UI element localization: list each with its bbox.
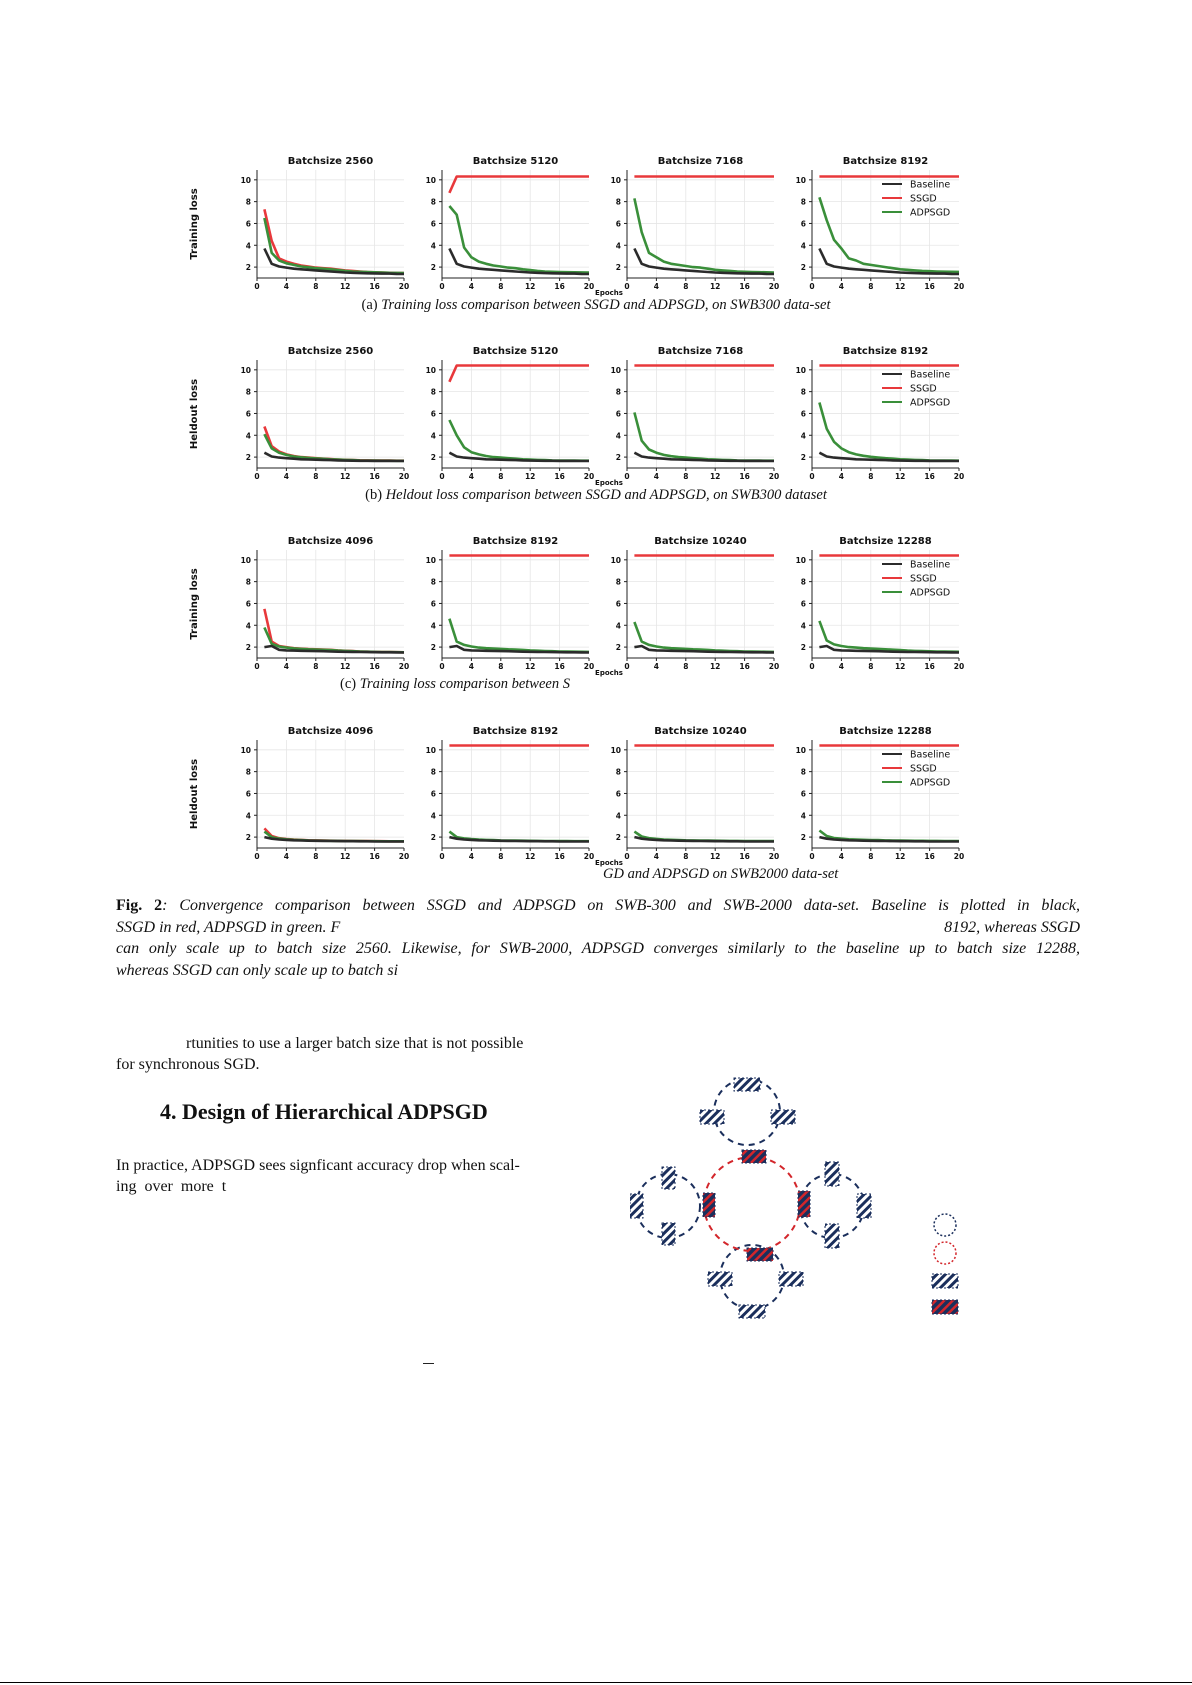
series-line-baseline [634, 249, 774, 275]
legend-label-adpsgd: ADPSGD [910, 777, 951, 789]
y-tick-label: 10 [610, 555, 621, 565]
learner-box [739, 1305, 765, 1318]
chart-title: Batchsize 8192 [472, 726, 559, 737]
x-tick-label: 16 [554, 472, 565, 481]
y-tick-label: 8 [615, 577, 621, 587]
legend-learner-icon [932, 1274, 958, 1288]
x-tick-label: 8 [498, 282, 504, 291]
y-tick-label: 8 [430, 197, 436, 207]
chart-panel [796, 156, 965, 291]
x-tick-label: 16 [924, 282, 935, 291]
legend-label-ssgd: SSGD [910, 193, 937, 205]
y-tick-label: 2 [615, 263, 621, 273]
x-tick-label: 16 [739, 282, 750, 291]
chart-panel [426, 346, 623, 487]
x-tick-label: 20 [398, 282, 410, 291]
y-tick-label: 8 [430, 577, 436, 587]
x-tick-label: 8 [313, 282, 319, 291]
bottom-rule [0, 1682, 1192, 1683]
x-tick-label: 8 [683, 852, 689, 861]
chart-title: Batchsize 7168 [657, 156, 744, 167]
x-tick-label: 12 [339, 662, 351, 671]
y-tick-label: 10 [240, 365, 251, 375]
y-tick-label: 8 [615, 767, 621, 777]
x-tick-label: 16 [369, 662, 380, 671]
y-tick-label: 6 [430, 599, 436, 609]
x-tick-label: 0 [624, 472, 630, 481]
x-tick-label: 12 [339, 282, 351, 291]
series-line-adpsgd [264, 628, 404, 653]
x-tick-label: 8 [868, 282, 874, 291]
chart-panel [241, 536, 410, 671]
x-tick-label: 16 [739, 852, 750, 861]
chart-title: Batchsize 2560 [287, 156, 374, 167]
x-tick-label: 0 [624, 852, 630, 861]
chart-panel [426, 726, 623, 867]
x-tick-label: 20 [583, 472, 595, 481]
series-line-adpsgd [449, 420, 589, 461]
series-line-ssgd [264, 609, 404, 652]
x-tick-label: 0 [254, 662, 260, 671]
para2-line1: In practice, ADPSGD sees signficant accuracy drop when scal- [116, 1157, 520, 1174]
y-tick-label: 2 [800, 453, 806, 463]
x-tick-label: 12 [709, 852, 721, 861]
chart-panel [611, 346, 780, 481]
y-tick-label: 10 [795, 175, 806, 185]
y-tick-label: 10 [610, 175, 621, 185]
x-tick-label: 4 [653, 852, 660, 861]
y-axis-label: Heldout loss [189, 378, 200, 450]
legend-label-baseline: Baseline [910, 559, 951, 571]
x-tick-label: 4 [468, 282, 475, 291]
y-tick-label: 10 [425, 175, 436, 185]
y-tick-label: 4 [800, 241, 806, 251]
x-tick-label: 4 [283, 472, 290, 481]
x-tick-label: 8 [313, 472, 319, 481]
x-tick-label: 4 [838, 472, 845, 481]
x-tick-label: 12 [339, 472, 351, 481]
x-axis-label: Epochs [595, 859, 623, 867]
chart-panel [796, 536, 965, 671]
y-tick-label: 8 [800, 577, 806, 587]
x-tick-label: 12 [524, 282, 536, 291]
section-title: 4. Design of Hierarchical ADPSGD [160, 1099, 488, 1124]
chart-title: Batchsize 2560 [287, 346, 374, 357]
learner-box [825, 1224, 839, 1248]
chart-panel [796, 346, 965, 481]
y-tick-label: 4 [245, 621, 251, 631]
legend-label-ssgd: SSGD [910, 763, 937, 775]
x-tick-label: 4 [653, 662, 660, 671]
x-tick-label: 4 [838, 662, 845, 671]
x-tick-label: 8 [683, 662, 689, 671]
x-tick-label: 20 [768, 662, 780, 671]
x-tick-label: 0 [809, 282, 815, 291]
chart-title: Batchsize 8192 [842, 346, 929, 357]
x-tick-label: 8 [313, 662, 319, 671]
x-tick-label: 20 [768, 282, 780, 291]
y-tick-label: 6 [430, 219, 436, 229]
x-tick-label: 20 [953, 852, 965, 861]
y-tick-label: 6 [615, 599, 621, 609]
figure-caption-line-3: can only scale up to batch size 2560. Likewise, for SWB-2000, ADPSGD converges similarly to the baseline up to batch size 12288, [116, 940, 1080, 957]
x-tick-label: 4 [468, 852, 475, 861]
chart-title: Batchsize 4096 [287, 726, 374, 737]
subcaption-b: (b) Heldout loss comparison between SSGD and ADPSGD, on SWB300 dataset [365, 487, 827, 503]
x-tick-label: 16 [554, 662, 565, 671]
chart-title: Batchsize 10240 [654, 726, 747, 737]
chart-panel [611, 156, 780, 291]
x-tick-label: 8 [683, 282, 689, 291]
x-tick-label: 0 [624, 662, 630, 671]
series-line-ssgd [449, 177, 589, 193]
y-tick-label: 4 [430, 241, 436, 251]
series-line-adpsgd [634, 198, 774, 272]
y-tick-label: 8 [615, 387, 621, 397]
legend-label-adpsgd: ADPSGD [910, 207, 951, 219]
x-tick-label: 12 [709, 472, 721, 481]
y-tick-label: 10 [240, 745, 251, 755]
x-tick-label: 16 [924, 662, 935, 671]
chart-panel [241, 346, 410, 481]
x-tick-label: 20 [953, 662, 965, 671]
y-tick-label: 4 [245, 431, 251, 441]
y-tick-label: 2 [430, 643, 436, 653]
x-tick-label: 8 [498, 662, 504, 671]
x-tick-label: 20 [583, 662, 595, 671]
x-axis-label: Epochs [595, 479, 623, 487]
y-tick-label: 2 [430, 453, 436, 463]
chart-panel [611, 536, 780, 671]
y-tick-label: 6 [615, 409, 621, 419]
y-tick-label: 8 [430, 387, 436, 397]
learner-box [708, 1272, 732, 1286]
y-tick-label: 2 [430, 833, 436, 843]
series-line-adpsgd [634, 412, 774, 460]
group-leader-box [747, 1248, 773, 1261]
learner-box [857, 1194, 871, 1218]
y-tick-label: 10 [610, 365, 621, 375]
y-tick-label: 10 [795, 745, 806, 755]
series-line-ssgd [449, 366, 589, 382]
y-tick-label: 4 [615, 621, 621, 631]
x-tick-label: 0 [254, 852, 260, 861]
x-tick-label: 0 [439, 282, 445, 291]
x-tick-label: 8 [868, 662, 874, 671]
subcaption-c: (c) Training loss comparison between S [340, 676, 570, 692]
x-tick-label: 0 [254, 282, 260, 291]
legend-label-ssgd: SSGD [910, 383, 937, 395]
x-tick-label: 0 [254, 472, 260, 481]
y-tick-label: 4 [800, 621, 806, 631]
y-tick-label: 4 [615, 241, 621, 251]
x-tick-label: 8 [868, 852, 874, 861]
y-tick-label: 6 [245, 599, 251, 609]
x-tick-label: 12 [709, 282, 721, 291]
x-tick-label: 4 [468, 662, 475, 671]
x-tick-label: 4 [468, 472, 475, 481]
x-tick-label: 16 [554, 852, 565, 861]
chart-title: Batchsize 5120 [472, 156, 559, 167]
y-tick-label: 4 [430, 431, 436, 441]
learner-box [771, 1110, 795, 1124]
legend-label-adpsgd: ADPSGD [910, 587, 951, 599]
y-tick-label: 2 [430, 263, 436, 273]
chart-title: Batchsize 4096 [287, 536, 374, 547]
y-axis-label: Training loss [189, 568, 200, 640]
y-tick-label: 8 [800, 387, 806, 397]
y-tick-label: 4 [800, 811, 806, 821]
legend-label-adpsgd: ADPSGD [910, 397, 951, 409]
dash-mark [423, 1363, 434, 1364]
legend-inner-ring-icon [934, 1242, 956, 1264]
chart-panel [426, 536, 623, 677]
x-tick-label: 4 [653, 282, 660, 291]
y-tick-label: 2 [615, 643, 621, 653]
x-tick-label: 12 [894, 282, 906, 291]
y-tick-label: 6 [430, 789, 436, 799]
x-tick-label: 12 [524, 852, 536, 861]
para2-line2: ing over more t [116, 1178, 227, 1195]
figure-caption-line-1: Fig. 2: Convergence comparison between SSGD and ADPSGD on SWB-300 and SWB-2000 data-set. Baseline is plotted in black, [116, 897, 1080, 914]
x-tick-label: 16 [924, 472, 935, 481]
x-tick-label: 4 [283, 852, 290, 861]
x-tick-label: 12 [339, 852, 351, 861]
y-tick-label: 8 [245, 387, 251, 397]
x-tick-label: 20 [953, 282, 965, 291]
y-tick-label: 10 [240, 555, 251, 565]
y-tick-label: 10 [240, 175, 251, 185]
x-tick-label: 16 [739, 472, 750, 481]
x-tick-label: 0 [809, 662, 815, 671]
x-tick-label: 20 [583, 852, 595, 861]
x-tick-label: 12 [709, 662, 721, 671]
x-tick-label: 20 [953, 472, 965, 481]
legend-outer-ring-icon [934, 1214, 956, 1236]
y-tick-label: 6 [245, 789, 251, 799]
x-tick-label: 20 [583, 282, 595, 291]
y-tick-label: 10 [425, 555, 436, 565]
learner-box [779, 1272, 803, 1286]
x-tick-label: 8 [498, 472, 504, 481]
chart-panel [426, 156, 623, 297]
y-tick-label: 10 [425, 365, 436, 375]
learner-box [662, 1167, 675, 1189]
legend-label-ssgd: SSGD [910, 573, 937, 585]
y-tick-label: 8 [245, 197, 251, 207]
y-tick-label: 6 [800, 409, 806, 419]
y-tick-label: 2 [245, 833, 251, 843]
legend-label-baseline: Baseline [910, 369, 951, 381]
x-tick-label: 20 [768, 472, 780, 481]
x-tick-label: 16 [739, 662, 750, 671]
subcaption-d: GD and ADPSGD on SWB2000 data-set [603, 866, 839, 882]
legend-leader-icon [932, 1300, 958, 1314]
hierarchical-adpsgd-diagram [630, 1070, 970, 1335]
x-tick-label: 16 [369, 282, 380, 291]
y-tick-label: 6 [800, 219, 806, 229]
chart-panel [611, 726, 780, 861]
x-tick-label: 8 [868, 472, 874, 481]
para1-line1: rtunities to use a larger batch size that is not possible [186, 1035, 524, 1052]
y-tick-label: 4 [245, 241, 251, 251]
x-tick-label: 0 [439, 852, 445, 861]
x-tick-label: 0 [809, 472, 815, 481]
group-leader-box [742, 1150, 766, 1163]
y-tick-label: 10 [795, 365, 806, 375]
series-line-baseline [449, 249, 589, 275]
x-tick-label: 8 [683, 472, 689, 481]
x-tick-label: 8 [313, 852, 319, 861]
figure-caption [116, 895, 1080, 981]
x-tick-label: 16 [369, 852, 380, 861]
x-tick-label: 12 [894, 662, 906, 671]
x-tick-label: 20 [768, 852, 780, 861]
y-tick-label: 8 [615, 197, 621, 207]
y-tick-label: 4 [430, 811, 436, 821]
y-tick-label: 4 [430, 621, 436, 631]
series-line-adpsgd [449, 206, 589, 273]
x-tick-label: 4 [838, 282, 845, 291]
y-tick-label: 6 [430, 409, 436, 419]
learner-box [630, 1194, 643, 1218]
series-line-adpsgd [819, 403, 959, 461]
y-tick-label: 6 [615, 789, 621, 799]
x-tick-label: 16 [924, 852, 935, 861]
x-tick-label: 16 [369, 472, 380, 481]
y-tick-label: 4 [800, 431, 806, 441]
x-tick-label: 20 [398, 662, 410, 671]
y-axis-label: Heldout loss [189, 758, 200, 830]
y-tick-label: 2 [245, 643, 251, 653]
x-tick-label: 20 [398, 472, 410, 481]
legend-label-baseline: Baseline [910, 179, 951, 191]
y-tick-label: 6 [800, 599, 806, 609]
learner-box [662, 1223, 675, 1245]
x-tick-label: 0 [809, 852, 815, 861]
y-tick-label: 4 [245, 811, 251, 821]
y-tick-label: 2 [800, 263, 806, 273]
y-tick-label: 4 [615, 431, 621, 441]
chart-title: Batchsize 5120 [472, 346, 559, 357]
x-tick-label: 12 [524, 472, 536, 481]
y-tick-label: 2 [615, 453, 621, 463]
figure-caption-line-4: whereas SSGD can only scale up to batch si [116, 961, 399, 979]
x-tick-label: 4 [653, 472, 660, 481]
y-tick-label: 4 [615, 811, 621, 821]
chart-panel [796, 726, 965, 861]
x-tick-label: 12 [524, 662, 536, 671]
x-tick-label: 4 [283, 662, 290, 671]
y-tick-label: 8 [430, 767, 436, 777]
figure-caption-line-2: SSGD in red, ADPSGD in green. F 8192, whereas SSGD [116, 918, 1080, 936]
x-tick-label: 16 [554, 282, 565, 291]
x-tick-label: 0 [439, 472, 445, 481]
legend-label-baseline: Baseline [910, 749, 951, 761]
subcaption-a: (a) Training loss comparison between SSGD and ADPSGD, on SWB300 data-set [361, 297, 831, 313]
y-tick-label: 6 [615, 219, 621, 229]
y-tick-label: 8 [245, 577, 251, 587]
para1-line2: for synchronous SGD. [116, 1056, 260, 1073]
chart-title: Batchsize 12288 [839, 536, 932, 547]
y-tick-label: 2 [245, 453, 251, 463]
y-tick-label: 10 [610, 745, 621, 755]
y-tick-label: 2 [615, 833, 621, 843]
ring-center [704, 1157, 800, 1251]
x-tick-label: 8 [498, 852, 504, 861]
y-axis-label: Training loss [189, 188, 200, 260]
y-tick-label: 8 [245, 767, 251, 777]
x-tick-label: 20 [398, 852, 410, 861]
learner-box [734, 1078, 760, 1091]
group-leader-box [703, 1193, 715, 1217]
chart-title: Batchsize 8192 [842, 156, 929, 167]
group-leader-box [798, 1191, 810, 1217]
chart-panel [241, 726, 410, 861]
x-tick-label: 0 [439, 662, 445, 671]
y-tick-label: 6 [245, 409, 251, 419]
x-tick-label: 12 [894, 852, 906, 861]
learner-box [700, 1110, 724, 1124]
x-tick-label: 4 [283, 282, 290, 291]
chart-title: Batchsize 10240 [654, 536, 747, 547]
y-tick-label: 2 [245, 263, 251, 273]
series-line-baseline [819, 249, 959, 275]
chart-panel [241, 156, 410, 291]
x-tick-label: 4 [838, 852, 845, 861]
y-tick-label: 2 [800, 833, 806, 843]
learner-box [825, 1162, 839, 1186]
chart-title: Batchsize 12288 [839, 726, 932, 737]
x-axis-label: Epochs [595, 669, 623, 677]
y-tick-label: 8 [800, 767, 806, 777]
y-tick-label: 6 [800, 789, 806, 799]
y-tick-label: 10 [795, 555, 806, 565]
y-tick-label: 10 [425, 745, 436, 755]
y-tick-label: 8 [800, 197, 806, 207]
x-tick-label: 0 [624, 282, 630, 291]
chart-title: Batchsize 7168 [657, 346, 744, 357]
x-axis-label: Epochs [595, 289, 623, 297]
x-tick-label: 12 [894, 472, 906, 481]
y-tick-label: 6 [245, 219, 251, 229]
chart-title: Batchsize 8192 [472, 536, 559, 547]
y-tick-label: 2 [800, 643, 806, 653]
